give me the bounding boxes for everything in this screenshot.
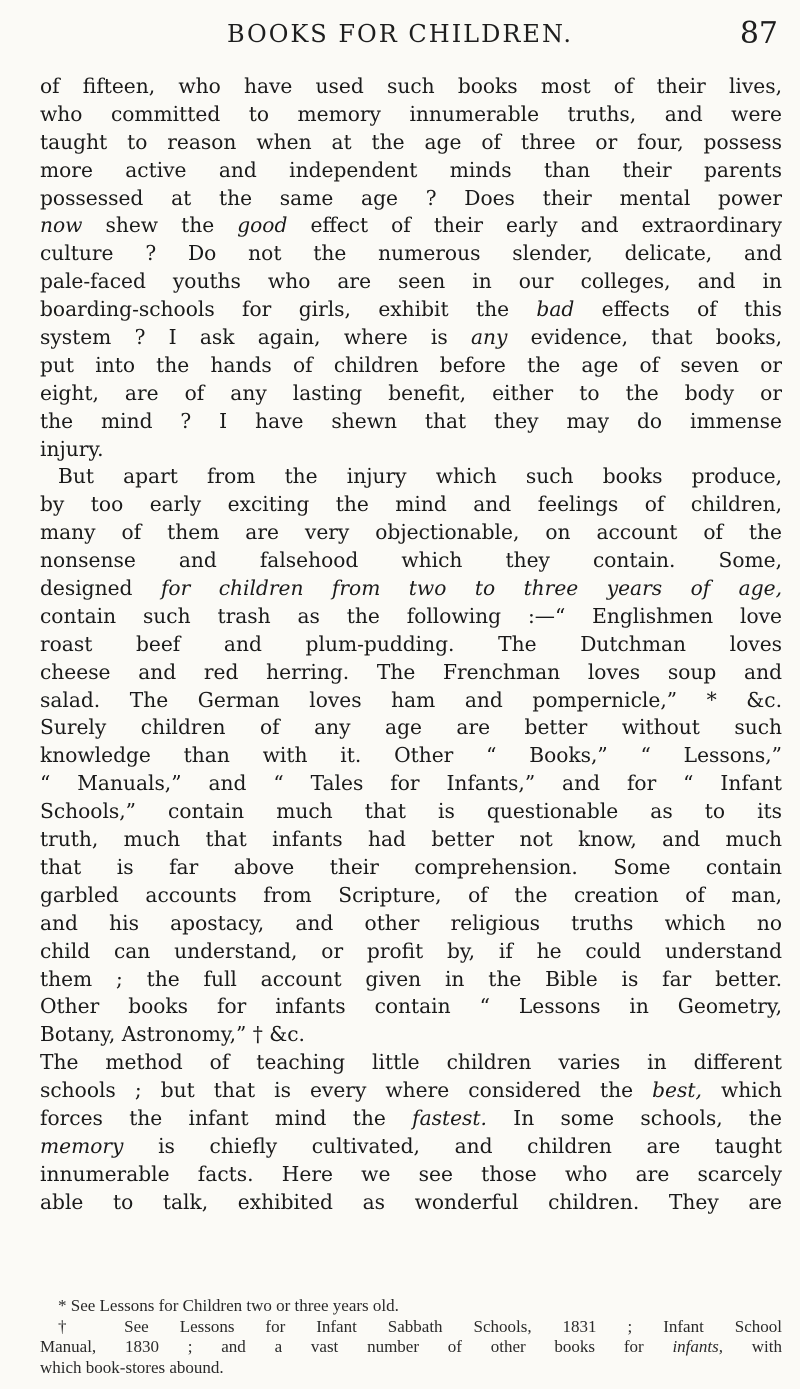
page-number: 87 bbox=[739, 16, 778, 51]
text-line: schools ; but that is every where considered the best, which bbox=[40, 1078, 782, 1103]
text-line: of fifteen, who have used such books most of their lives, bbox=[40, 74, 782, 98]
footnote-dagger: † See Lessons for Infant Sabbath Schools, 1831 ; Infant School bbox=[58, 1316, 782, 1336]
text-line: put into the hands of children before the age of seven or bbox=[40, 352, 782, 377]
text-line: cheese and red herring. The Frenchman loves soup and bbox=[40, 659, 782, 684]
text-line: child can understand, or profit by, if he could understand bbox=[40, 938, 782, 963]
text-line: knowledge than with it. Other “ Books,” “ Lessons,” bbox=[40, 743, 782, 768]
text-line: possessed at the same age ? Does their mental power bbox=[40, 185, 782, 210]
page-header bbox=[0, 14, 800, 54]
text-line: Surely children of any age are better without such bbox=[40, 715, 782, 740]
text-line: nonsense and falsehood which they contain. Some, bbox=[40, 548, 782, 573]
text-line: Other books for infants contain “ Lessons in Geometry, bbox=[40, 994, 782, 1019]
text-line: by too early exciting the mind and feelings of children, bbox=[40, 492, 782, 517]
text-line: culture ? Do not the numerous slender, delicate, and bbox=[40, 241, 782, 266]
text-line: now shew the good effect of their early and extraordinary bbox=[40, 213, 782, 238]
text-line: boarding-schools for girls, exhibit the bad effects of this bbox=[40, 297, 782, 322]
text-line: innumerable facts. Here we see those who are scarcely bbox=[40, 1161, 782, 1186]
body-text bbox=[40, 73, 782, 1217]
paragraph-start-line: But apart from the injury which such books produce, bbox=[58, 464, 782, 489]
text-line: forces the infant mind the fastest. In some schools, the bbox=[40, 1105, 782, 1130]
paragraph-start-line: The method of teaching little children varies in different bbox=[40, 1050, 782, 1075]
footnote-asterisk: * See Lessons for Children two or three years old. bbox=[58, 1296, 399, 1315]
text-line: designed for children from two to three years of age, bbox=[40, 576, 782, 601]
text-line: more active and independent minds than their parents bbox=[40, 157, 782, 182]
footnote-dagger-line: Manual, 1830 ; and a vast number of other books for infants, with bbox=[40, 1337, 782, 1356]
text-line: roast beef and plum-pudding. The Dutchman loves bbox=[40, 631, 782, 656]
text-line: truth, much that infants had better not know, and much bbox=[40, 827, 782, 852]
text-line: them ; the full account given in the Bible is far better. bbox=[40, 966, 782, 991]
text-line: system ? I ask again, where is any evidence, that books, bbox=[40, 325, 782, 350]
paragraph-end-line: injury. bbox=[40, 436, 104, 461]
text-line: the mind ? I have shewn that they may do immense bbox=[40, 408, 782, 433]
text-line: able to talk, exhibited as wonderful children. They are bbox=[40, 1189, 782, 1214]
text-line: taught to reason when at the age of three or four, possess bbox=[40, 129, 782, 154]
running-title: BOOKS FOR CHILDREN. bbox=[226, 20, 574, 48]
paragraph-end-line: Botany, Astronomy,” † &c. bbox=[40, 1022, 305, 1047]
text-line: eight, are of any lasting benefit, either to the body or bbox=[40, 380, 782, 405]
footnote-dagger-line: which book-stores abound. bbox=[40, 1357, 224, 1377]
footnotes bbox=[40, 1296, 782, 1378]
text-line: Schools,” contain much that is questionable as to its bbox=[40, 799, 782, 824]
text-line: and his apostacy, and other religious truths which no bbox=[40, 910, 782, 935]
text-line: pale-faced youths who are seen in our colleges, and in bbox=[40, 269, 782, 294]
text-line: “ Manuals,” and “ Tales for Infants,” and for “ Infant bbox=[40, 771, 782, 796]
text-line: who committed to memory innumerable truths, and were bbox=[40, 101, 782, 126]
text-line: contain such trash as the following :—“ Englishmen love bbox=[40, 603, 782, 628]
text-line: salad. The German loves ham and pompernicle,” * &c. bbox=[40, 687, 782, 712]
text-line: garbled accounts from Scripture, of the creation of man, bbox=[40, 882, 782, 907]
text-line: memory is chiefly cultivated, and children are taught bbox=[40, 1133, 782, 1158]
text-line: many of them are very objectionable, on account of the bbox=[40, 520, 782, 545]
text-line: that is far above their comprehension. Some contain bbox=[40, 854, 782, 879]
